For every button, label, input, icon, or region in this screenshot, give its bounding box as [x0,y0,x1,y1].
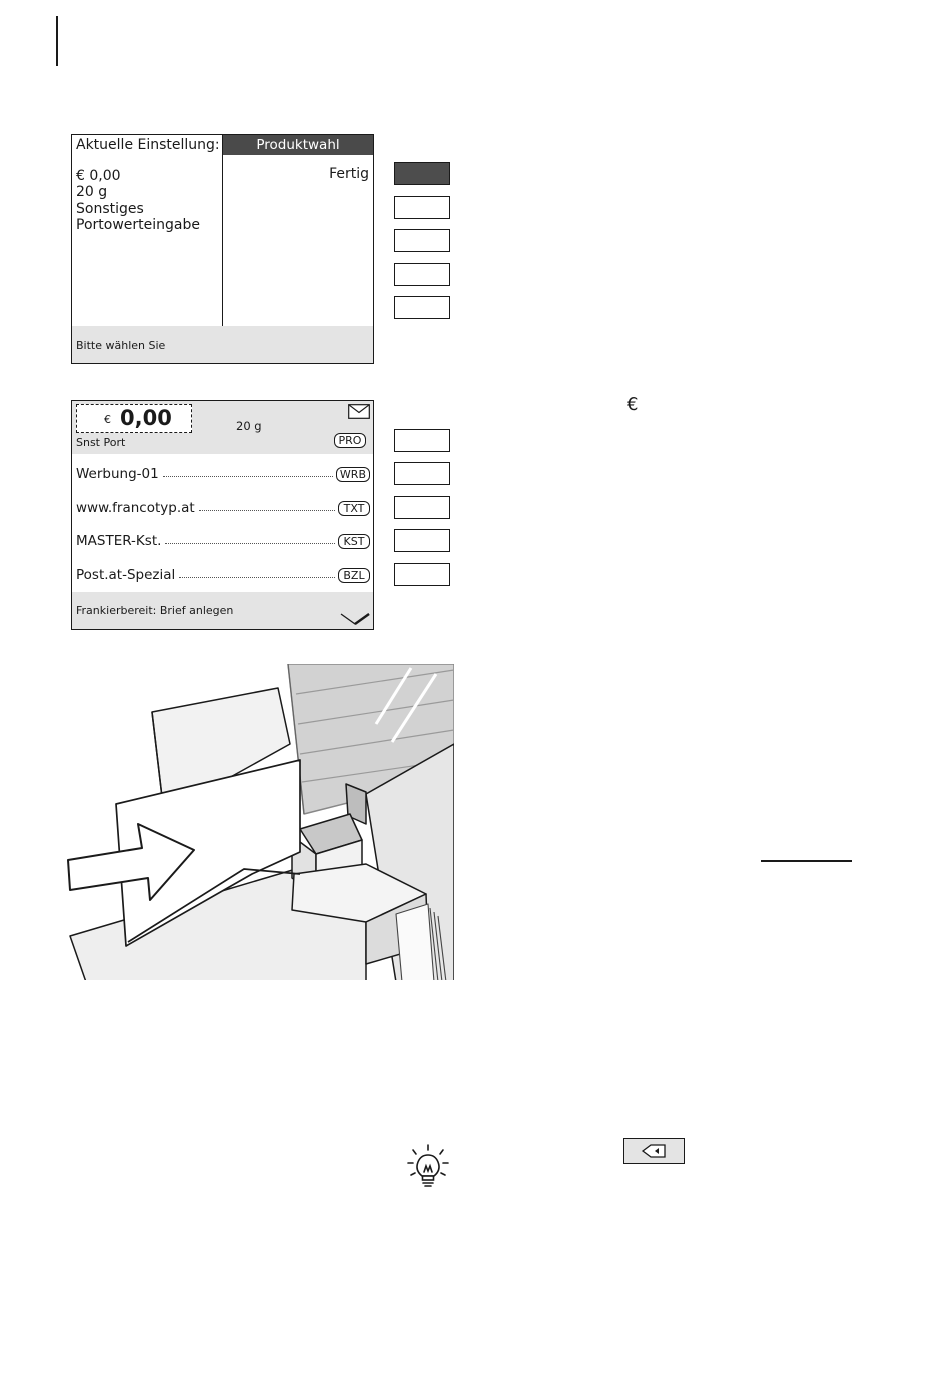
page-margin-marker [56,16,58,66]
postage-amount-field[interactable] [76,404,192,433]
current-value-mode: Portowerteingabe [76,217,200,233]
menu-header: Produktwahl [223,135,373,155]
setting-row-cost-center [76,532,370,550]
setting-row-label: www.francotyp.at [76,500,195,516]
dotted-leader [163,476,333,477]
status-text: Bitte wählen Sie [76,339,166,352]
setting-row-label: Werbung-01 [76,466,159,482]
setting-row-label: Post.at-Spezial [76,567,176,583]
softkey-1-selected[interactable] [394,162,450,185]
back-arrow-icon [641,1143,667,1159]
scroll-down-icon[interactable] [340,612,370,626]
postage-amount-value: 0,00 [120,406,172,430]
setting-key-badge: BZL [338,568,370,583]
text-underline [761,860,852,862]
setting-row-label: MASTER-Kst. [76,533,162,549]
setting-key-badge: KST [338,534,370,549]
dotted-leader [179,577,335,578]
setting-key-badge: TXT [338,501,370,516]
setting-row-advert [76,465,370,483]
weight-value: 20 g [236,419,262,433]
screen-divider [222,135,223,326]
display-screen-product-selection [71,134,374,364]
dotted-leader [199,510,335,511]
postage-summary-panel [72,401,373,454]
currency-symbol: € [104,413,111,426]
status-bar [72,326,373,363]
status-text: Frankierbereit: Brief anlegen [76,604,234,617]
softkey-5[interactable] [394,296,450,319]
setting-key-badge: WRB [336,467,370,482]
softkey-2[interactable] [394,196,450,219]
lightbulb-icon [405,1143,451,1189]
softkey-3[interactable] [394,496,450,519]
current-value-category: Sonstiges [76,201,144,217]
product-key-badge: PRO [334,433,366,448]
softkey-2[interactable] [394,462,450,485]
softkey-4[interactable] [394,263,450,286]
softkey-4[interactable] [394,529,450,552]
softkey-5[interactable] [394,563,450,586]
current-value-amount: € 0,00 [76,168,121,184]
letter-feed-illustration [66,664,454,982]
envelope-icon [348,404,370,419]
menu-item-fertig[interactable]: Fertig [329,166,369,182]
setting-row-special [76,566,370,584]
current-settings-heading: Aktuelle Einstellung: [76,137,220,153]
back-button[interactable] [623,1138,685,1164]
status-bar [72,592,373,629]
product-name: Snst Port [76,436,126,449]
current-value-weight: 20 g [76,184,108,200]
softkey-1[interactable] [394,429,450,452]
dotted-leader [165,543,335,544]
softkey-3[interactable] [394,229,450,252]
setting-row-text [76,499,370,517]
display-screen-ready-to-frank [71,400,374,630]
euro-symbol: € [627,394,639,415]
